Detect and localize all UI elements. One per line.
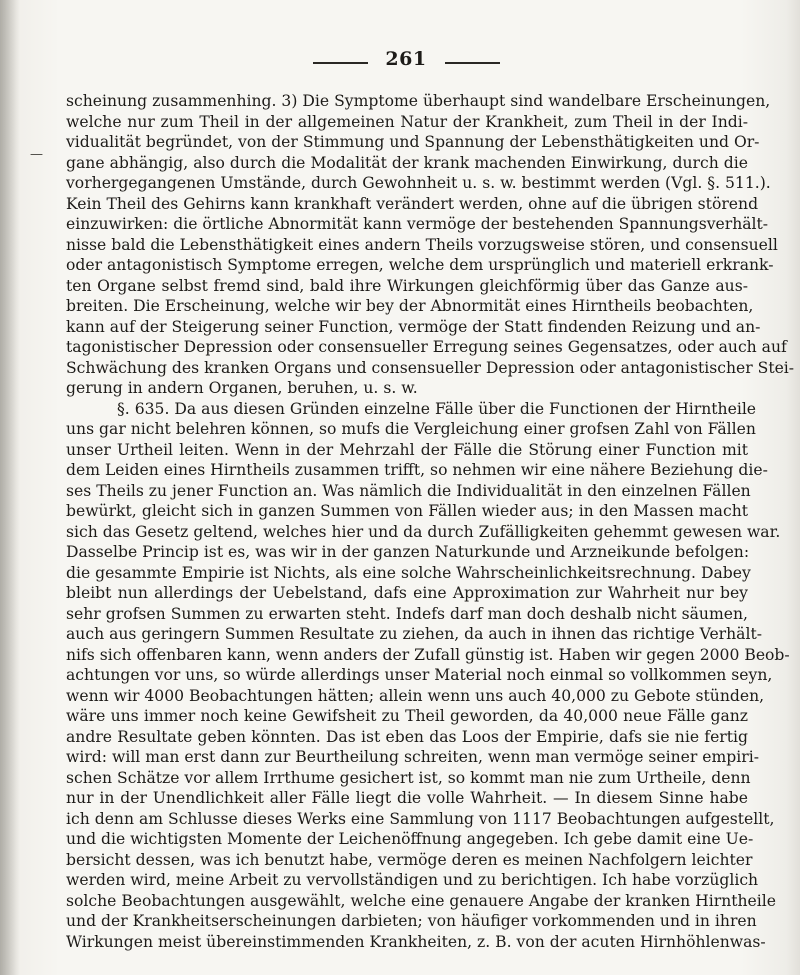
text-line: andre Resultate geben könnten. Das ist eben das Loos der Empirie, dafs sie nie fertig (66, 727, 748, 746)
text-line: auch aus geringern Summen Resultate zu ziehen, da auch in ihnen das richtige Verhält- (66, 625, 762, 643)
text-line: bersicht dessen, was ich benutzt habe, vermöge deren es meinen Nachfolgern leichter (66, 850, 753, 869)
text-line: und die wichtigsten Momente der Leichenöffnung angegeben. Ich gebe damit eine Ue- (66, 830, 754, 848)
text-line: ten Organe selbst fremd sind, bald ihre Wirkungen gleichförmig über das Ganze aus- (66, 276, 748, 295)
text-line: Schwächung des kranken Organs und consensueller Depression oder antagonistischer Stei- (66, 358, 795, 377)
margin-mark: — (30, 147, 43, 162)
text-line: sehr grofsen Summen zu erwarten steht. Indefs darf man doch deshalb nicht säumen, (66, 604, 748, 623)
text-line: ses Theils zu jener Function an. Was nämlich die Individualität in den einzelnen Fällen (66, 481, 751, 500)
header-rule-left (313, 62, 368, 64)
text-line: wird: will man erst dann zur Beurtheilung schreiten, wenn man vermöge seiner empiri- (66, 748, 759, 766)
page-number: 261 (385, 48, 427, 70)
text-line: tagonistischer Depression oder consensueller Erregung seines Gegensatzes, oder auch auf (66, 338, 787, 356)
text-line: ich denn am Schlusse dieses Werks eine Sammlung von 1117 Beobachtungen aufgestellt, (66, 809, 775, 828)
text-line: gane abhängig, also durch die Modalität der krank machenden Einwirkung, durch die (66, 153, 748, 172)
text-line: wenn wir 4000 Beobachtungen hätten; allein wenn uns auch 40,000 zu Gebote stünden, (66, 686, 765, 705)
text-line: und der Krankheitserscheinungen darbieten; von häufiger vorkommenden und in ihren (66, 912, 757, 930)
text-line: Dasselbe Princip ist es, was wir in der ganzen Naturkunde und Arzneikunde befolgen: (66, 543, 750, 561)
text-line: gerung in andern Organen, beruhen, u. s. w. (66, 379, 418, 397)
text-line: sich das Gesetz geltend, welches hier und da durch Zufälligkeiten gehemmt gewesen war. (66, 522, 781, 541)
text-line: Kein Theil des Gehirns kann krankhaft verändert werden, ohne auf die übrigen störend (66, 194, 759, 213)
text-line: die gesammte Empirie ist Nichts, als eine solche Wahrscheinlichkeitsrechnung. Dabey (66, 563, 751, 582)
text-line: vidualität begründet, von der Stimmung und Spannung der Lebensthätigkeiten und Or- (66, 133, 760, 151)
text-line: oder antagonistisch Symptome erregen, welche dem ursprünglich und materiell erkrank- (66, 256, 774, 274)
text-line: bleibt nun allerdings der Uebelstand, dafs eine Approximation zur Wahrheit nur bey (66, 584, 748, 602)
header-rule-right (445, 62, 500, 64)
text-line: bewürkt, gleicht sich in ganzen Summen von Fällen wieder aus; in den Massen macht (66, 502, 748, 520)
text-line: welche nur zum Theil in der allgemeinen Natur der Krankheit, zum Theil in der Indi- (66, 112, 748, 131)
text-line: unser Urtheil leiten. Wenn in der Mehrzahl der Fälle die Störung einer Function mit (66, 440, 748, 459)
binding-shadow (0, 0, 20, 975)
text-line: vorhergegangenen Umstände, durch Gewohnheit u. s. w. bestimmt werden (Vgl. §. 511.). (66, 174, 771, 192)
body-text (66, 91, 795, 952)
text-line: solche Beobachtungen ausgewählt, welche eine genauere Angabe der kranken Hirntheile (66, 891, 776, 910)
text-line: schen Schätze vor allem Irrthume gesichert ist, so kommt man nie zum Urtheile, denn (66, 768, 751, 787)
text-line: nisse bald die Lebensthätigkeit eines andern Theils vorzugsweise stören, und consensuell (66, 235, 778, 254)
text-line: wäre uns immer noch keine Gewifsheit zu Theil geworden, da 40,000 neue Fälle ganz (66, 707, 748, 725)
text-line: nifs sich offenbaren kann, wenn anders der Zufall günstig ist. Haben wir gegen 2000 Beob- (66, 645, 790, 664)
section-heading-line: §. 635. Da aus diesen Gründen einzelne Fälle über die Functionen der Hirntheile (117, 399, 757, 418)
text-line: scheinung zusammenhing. 3) Die Symptome überhaupt sind wandelbare Erscheinungen, (66, 92, 771, 110)
text-line: dem Leiden eines Hirntheils zusammen trifft, so nehmen wir eine nähere Beziehung die- (66, 461, 768, 479)
text-line: Wirkungen meist übereinstimmenden Krankheiten, z. B. von der acuten Hirnhöhlenwas- (66, 932, 766, 951)
text-line: nur in der Unendlichkeit aller Fälle liegt die volle Wahrheit. — In diesem Sinne habe (66, 789, 748, 807)
text-line: kann auf der Steigerung seiner Function, vermöge der Statt findenden Reizung und an- (66, 317, 761, 336)
page-header (0, 48, 800, 74)
text-line: uns gar nicht belehren können, so mufs die Vergleichung einer grofsen Zahl von Fällen (66, 420, 756, 438)
text-line: einzuwirken: die örtliche Abnormität kann vermöge der bestehenden Spannungsverhält- (66, 215, 769, 233)
text-line: werden wird, meine Arbeit zu vervollständigen und zu berichtigen. Ich habe vorzüglich (66, 871, 759, 889)
text-line: breiten. Die Erscheinung, welche wir bey der Abnormität eines Hirntheils beobachten, (66, 297, 754, 315)
text-line: achtungen vor uns, so würde allerdings unser Material noch einmal so vollkommen seyn, (66, 666, 773, 684)
